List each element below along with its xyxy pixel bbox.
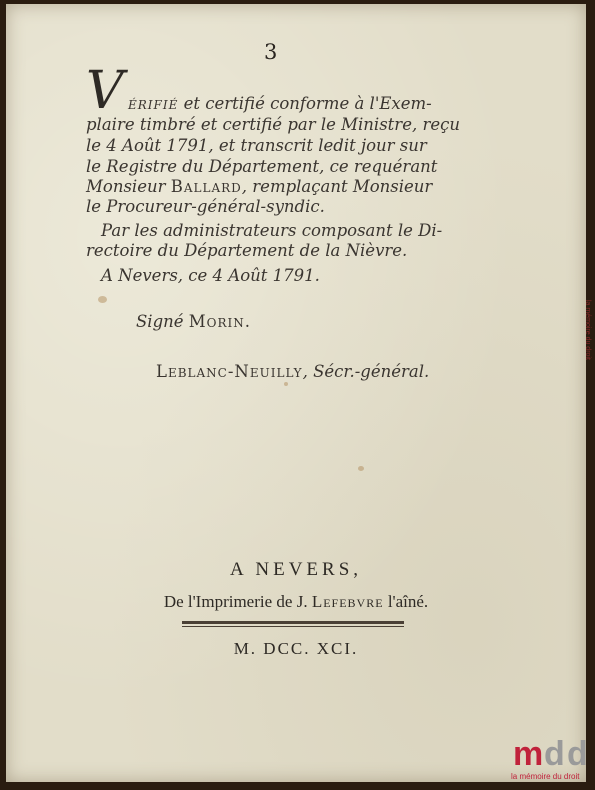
logo-letter-d: d [567, 735, 588, 773]
logo-letter-d: d [544, 735, 565, 773]
logo-tagline: la mémoire du droit [511, 772, 580, 781]
secretary-name: Leblanc-Neuilly [156, 362, 303, 381]
certification-verb: érifié [128, 94, 179, 113]
drop-cap: V [86, 61, 124, 121]
signature-name: Morin. [188, 312, 252, 331]
foxing-spot [284, 382, 288, 386]
mdd-logo [511, 737, 595, 790]
administrators-line-2: rectoire du Département de la Nièvre. [86, 241, 408, 260]
ornamental-rule-thin [182, 626, 404, 627]
administrators-line-1: Par les administrateurs composant le Di- [101, 221, 443, 240]
logo-letter-m: m [513, 735, 544, 773]
secretary-line [156, 362, 429, 383]
place-date: A Nevers, ce 4 Août 1791. [101, 266, 320, 285]
certification-line-5 [86, 177, 432, 198]
document-page [6, 4, 586, 782]
certification-line-3: le 4 Août 1791, et transcrit ledit jour sur [86, 136, 427, 155]
certification-line-1-rest: et certifié conforme à l'Exem- [178, 94, 432, 113]
edge-watermark-text: la mémoire du droit [584, 300, 591, 360]
imprint-printer-end: l'aîné. [383, 592, 429, 611]
certification-line-5-start: Monsieur [86, 177, 171, 196]
page-number: 3 [264, 40, 278, 64]
name-ballard: Ballard [170, 177, 242, 196]
imprint-printer-start: De l'Imprimerie de J. [163, 592, 312, 611]
signature-line [136, 312, 251, 333]
certification-line-2: plaire timbré et certifié par le Ministre, reçu [86, 115, 460, 134]
imprint-printer-name: Lefebvre [311, 592, 384, 611]
secretary-title: , Sécr.-général. [302, 362, 430, 381]
certification-line-6: le Procureur-général-syndic. [86, 197, 325, 216]
imprint-year: M. DCC. XCI. [233, 639, 359, 658]
imprint-printer [6, 592, 586, 612]
ornamental-rule-thick [182, 621, 404, 624]
certification-line-4: le Registre du Département, ce requérant [86, 157, 438, 176]
foxing-spot [358, 466, 364, 471]
certification-line-1 [128, 94, 432, 115]
signature-prefix: Signé [136, 312, 189, 331]
imprint-city: A NEVERS, [229, 559, 363, 580]
foxing-spot [98, 296, 107, 303]
certification-line-5-end: , remplaçant Monsieur [241, 177, 433, 196]
